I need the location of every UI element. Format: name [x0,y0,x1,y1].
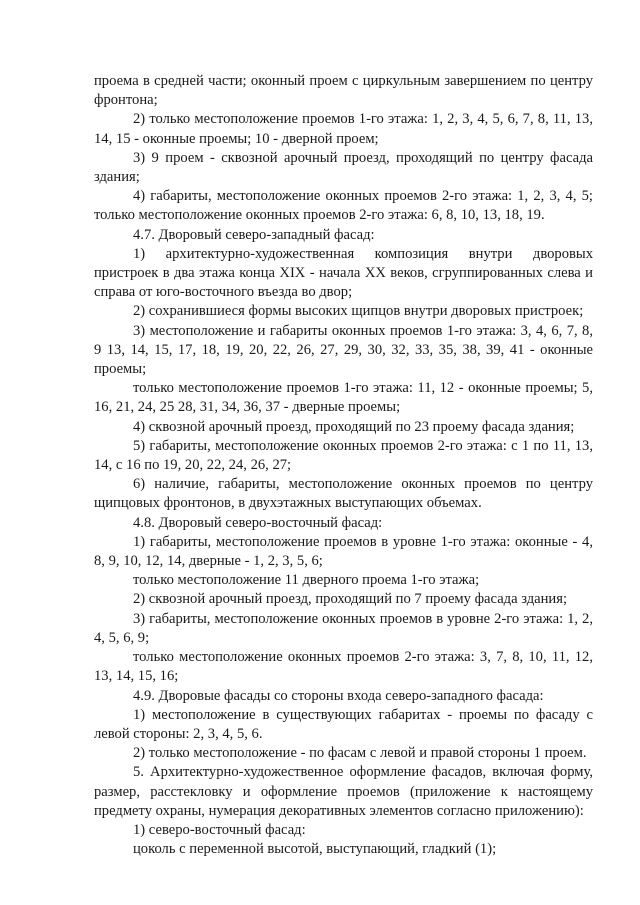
paragraph: 1) архитектурно-художественная композиция внутри дворовых пристроек в два этажа конца XIX - начала XX веков, сгруппированных слева и справа от юго-восточного въезда во двор; [94,245,593,301]
paragraph: 5) габариты, местоположение оконных проемов 2-го этажа: с 1 по 11, 13, 14, с 16 по 19, 20, 22, 24, 26, 27; [94,437,593,474]
document-text [94,72,593,859]
section-heading-4-8: 4.8. Дворовый северо-восточный фасад: [133,514,383,531]
section-heading-4-9: 4.9. Дворовые фасады со стороны входа северо-западного фасада: [133,687,544,704]
paragraph: только местоположение 11 дверного проема 1-го этажа; [133,572,480,589]
paragraph: только местоположение оконных проемов 2-го этажа: 3, 7, 8, 10, 11, 12, 13, 14, 15, 16; [94,649,593,685]
section-heading-4-7: 4.7. Дворовый северо-западный фасад: [133,226,375,243]
paragraph: 1) местоположение в существующих габаритах - проемы по фасаду с левой стороны: 2, 3, 4, 5, 6. [94,706,593,742]
paragraph: 2) сохранившиеся формы высоких щипцов внутри дворовых пристроек; [133,303,584,320]
paragraph: 2) только местоположение - по фасам с левой и правой стороны 1 проем. [133,745,587,762]
paragraph: проема в средней части; оконный проем с циркульным завершением по центру фронтона; [94,73,593,109]
section-heading-5: 5. Архитектурно-художественное оформление фасадов, включая форму, размер, расстекловку и оформление проемов (приложение к настоящему предмету охраны, нумерация декоративных элементов согласно приложению): [94,764,593,819]
paragraph: 2) сквозной арочный проезд, проходящий по 7 проему фасада здания; [133,591,568,608]
paragraph: только местоположение проемов 1-го этажа: 11, 12 - оконные проемы; 5, 16, 21, 24, 25 28, 31, 34, 36, 37 - дверные проемы; [94,380,593,416]
paragraph: 1) габариты, местоположение проемов в уровне 1-го этажа: оконные - 4, 8, 9, 10, 12, 14, дверные - 1, 2, 3, 5, 6; [94,533,593,570]
paragraph: 3) местоположение и габариты оконных проемов 1-го этажа: 3, 4, 6, 7, 8, 9 13, 14, 15, 17, 18, 19, 20, 22, 26, 27, 29, 30, 32, 33, 35, 38, 39, 41 - оконные проемы; [94,322,593,378]
paragraph: 3) 9 проем - сквозной арочный проезд, проходящий по центру фасада здания; [94,149,593,186]
paragraph: 1) северо-восточный фасад: [133,821,306,838]
paragraph: 4) габариты, местоположение оконных проемов 2-го этажа: 1, 2, 3, 4, 5; только местоположение оконных проемов 2-го этажа: 6, 8, 10, 13, 18, 19. [94,188,593,224]
paragraph: цоколь с переменной высотой, выступающий, гладкий (1); [133,841,497,858]
paragraph: 3) габариты, местоположение оконных проемов в уровне 2-го этажа: 1, 2, 4, 5, 6, 9; [94,610,593,646]
paragraph: 6) наличие, габариты, местоположение оконных проемов по центру щипцовых фронтонов, в двухэтажных выступающих объемах. [94,476,593,512]
paragraph: 4) сквозной арочный проезд, проходящий по 23 проему фасада здания; [133,418,575,435]
paragraph: 2) только местоположение проемов 1-го этажа: 1, 2, 3, 4, 5, 6, 7, 8, 11, 13, 14, 15 - оконные проемы; 10 - дверной проем; [94,111,593,147]
